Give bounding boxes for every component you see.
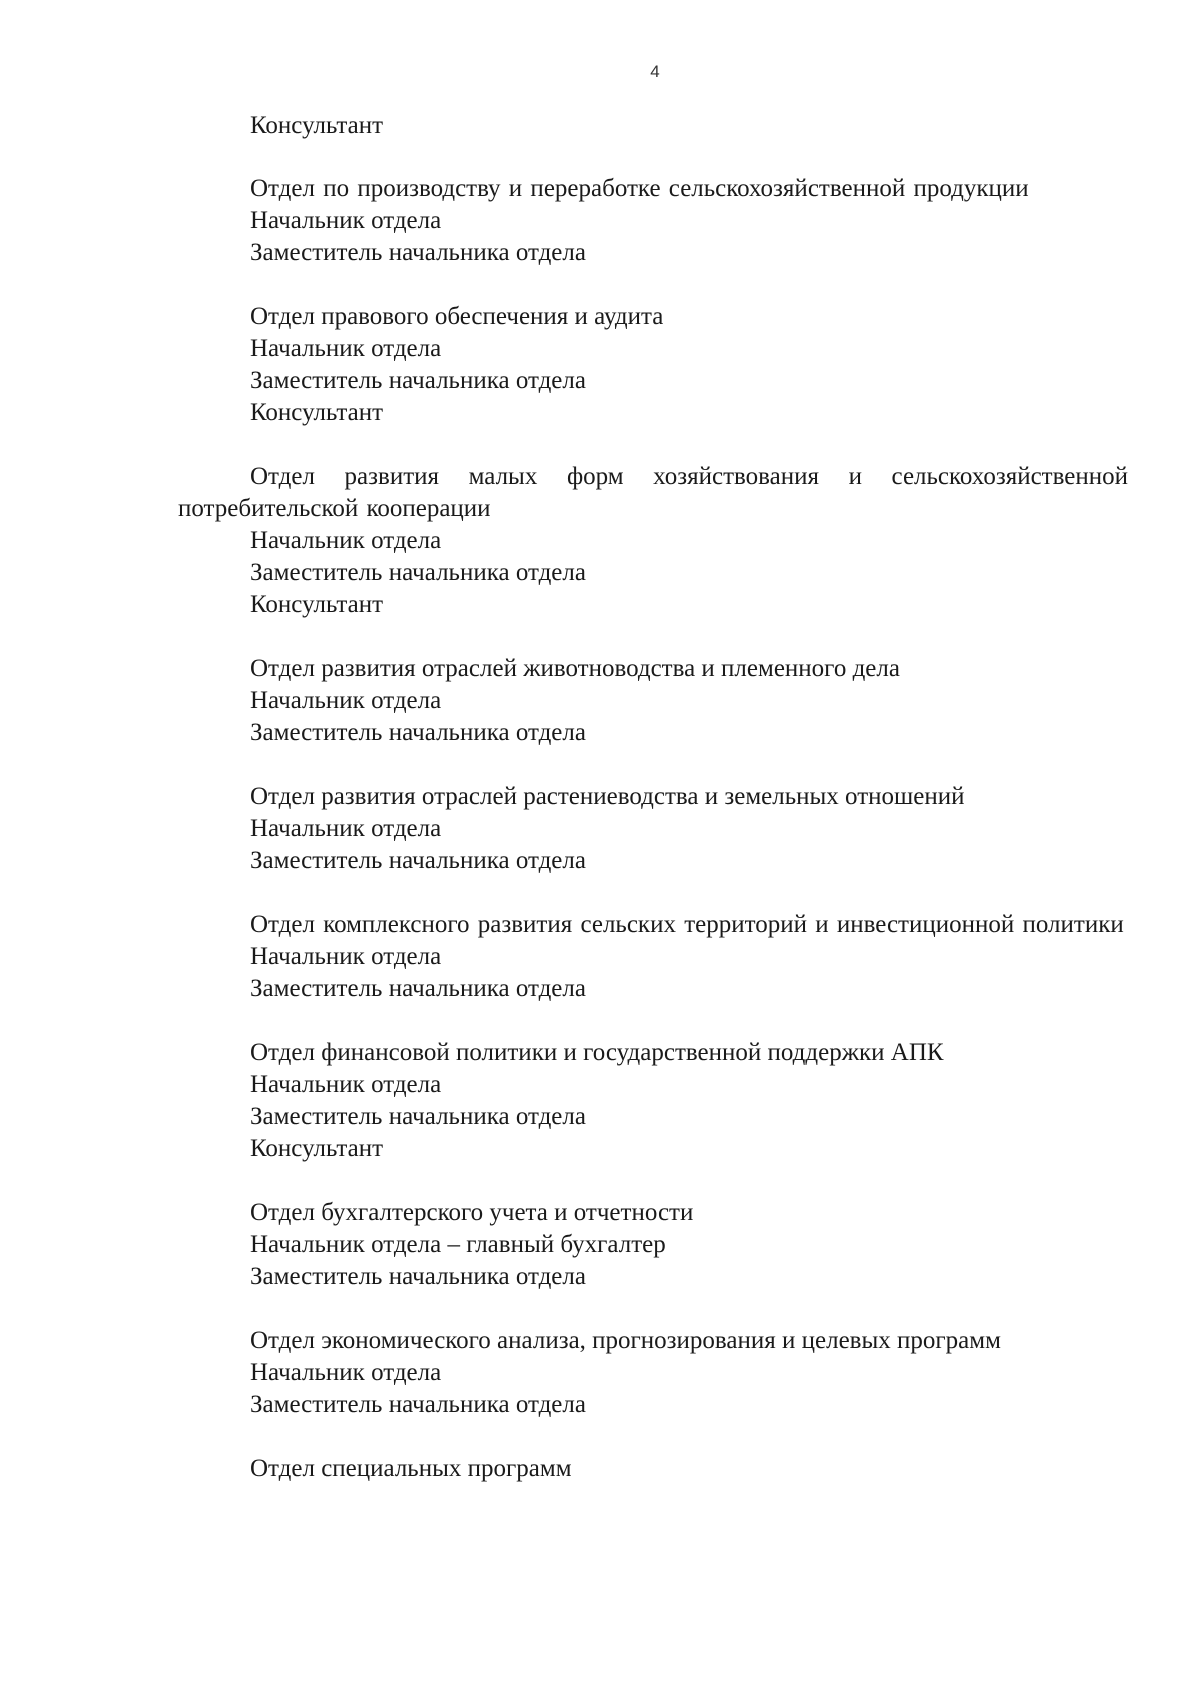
department-block	[178, 1325, 1128, 1421]
position-line: Начальник отдела – главный бухгалтер	[250, 1231, 666, 1258]
department-block	[178, 173, 1128, 269]
department-block	[178, 1453, 1128, 1485]
position-line: Консультант	[250, 1135, 384, 1162]
position-line: Заместитель начальника отдела	[250, 239, 586, 266]
department-block	[178, 781, 1128, 877]
position-line: Консультант	[250, 399, 384, 426]
position-line: Начальник отдела	[250, 335, 442, 362]
position-line: Начальник отдела	[250, 207, 442, 234]
staff-list	[178, 110, 1128, 1517]
department-title: Отдел развития малых форм хозяйствования и сельскохозяйственной потребительской кооперации	[178, 463, 1128, 522]
position-line: Начальник отдела	[250, 1071, 442, 1098]
department-title: Отдел финансовой политики и государственной поддержки АПК	[250, 1039, 944, 1066]
position-line: Заместитель начальника отдела	[250, 975, 586, 1002]
position-line: Начальник отдела	[250, 815, 442, 842]
position-line: Заместитель начальника отдела	[250, 1391, 586, 1418]
department-block	[178, 301, 1128, 429]
department-block	[178, 1037, 1128, 1165]
department-title: Отдел экономического анализа, прогнозирования и целевых программ	[250, 1327, 1001, 1354]
position-line: Начальник отдела	[250, 527, 442, 554]
department-block	[178, 653, 1128, 749]
department-title: Отдел по производству и переработке сельскохозяйственной продукции	[250, 175, 1029, 202]
department-title: Отдел комплексного развития сельских территорий и инвестиционной политики	[250, 911, 1124, 938]
intro-position: Консультант	[250, 112, 384, 139]
department-block	[178, 461, 1128, 621]
position-line: Заместитель начальника отдела	[250, 367, 586, 394]
position-line: Заместитель начальника отдела	[250, 1103, 586, 1130]
department-title: Отдел правового обеспечения и аудита	[250, 303, 664, 330]
position-line: Начальник отдела	[250, 943, 442, 970]
position-line: Консультант	[250, 591, 384, 618]
position-line: Начальник отдела	[250, 1359, 442, 1386]
position-line: Заместитель начальника отдела	[250, 847, 586, 874]
department-title: Отдел развития отраслей растениеводства и земельных отношений	[250, 783, 965, 810]
position-line: Начальник отдела	[250, 687, 442, 714]
department-title: Отдел развития отраслей животноводства и племенного дела	[250, 655, 900, 682]
position-line: Заместитель начальника отдела	[250, 1263, 586, 1290]
page-number: 4	[650, 62, 660, 81]
intro-block	[178, 110, 1128, 142]
department-block	[178, 909, 1128, 1005]
position-line: Заместитель начальника отдела	[250, 559, 586, 586]
department-title: Отдел бухгалтерского учета и отчетности	[250, 1199, 694, 1226]
position-line: Заместитель начальника отдела	[250, 719, 586, 746]
department-block	[178, 1197, 1128, 1293]
department-title: Отдел специальных программ	[250, 1455, 572, 1482]
